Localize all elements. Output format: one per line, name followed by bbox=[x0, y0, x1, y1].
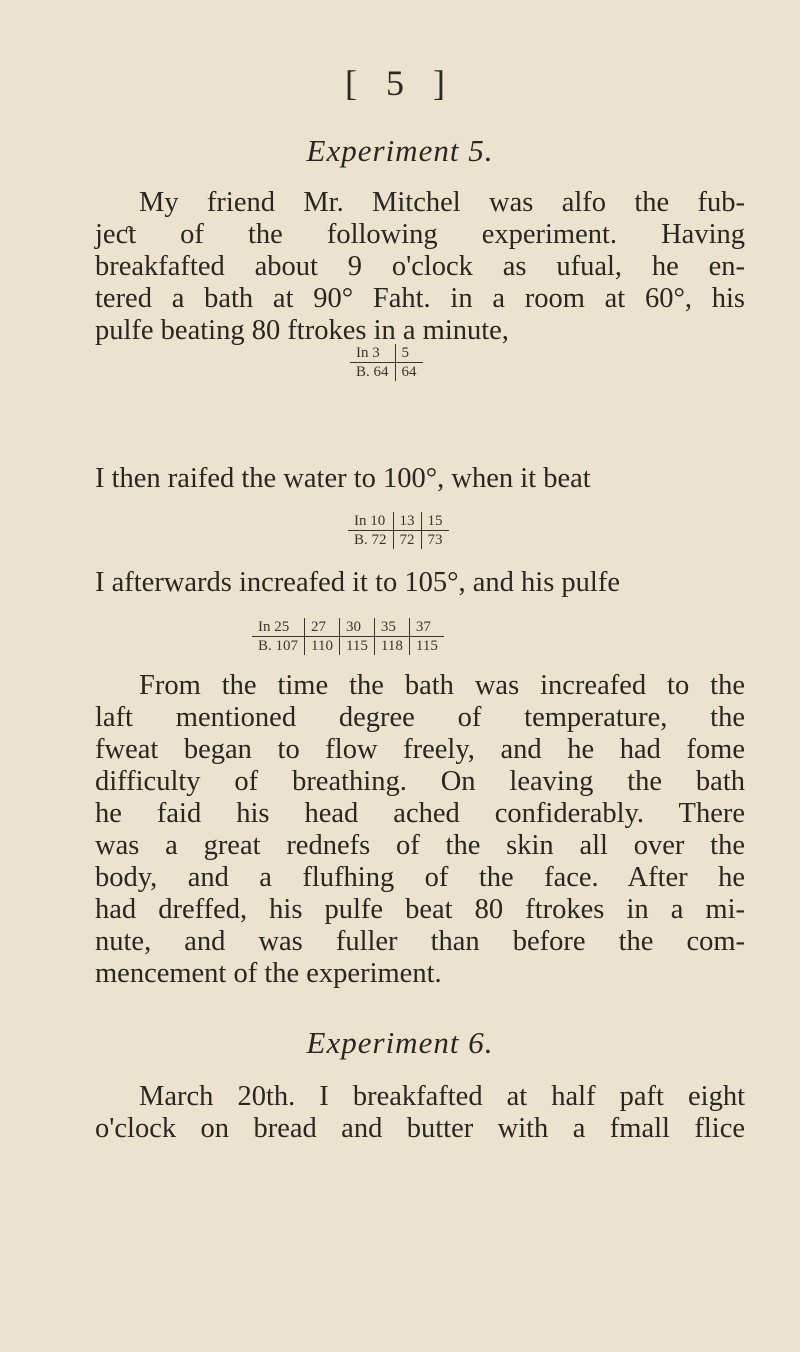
table-cell: 73 bbox=[421, 531, 449, 550]
text-line: difficulty of breathing. On leaving the bath bbox=[95, 766, 745, 797]
experiment-5-paragraph-2 bbox=[95, 463, 745, 495]
table-cell: 64 bbox=[395, 363, 423, 382]
table-cell: 13 bbox=[393, 512, 421, 531]
text-line: body, and a flufhing of the face. After he bbox=[95, 862, 745, 893]
text-line: fweat began to flow freely, and he had fome bbox=[95, 734, 745, 765]
pulse-table-1 bbox=[350, 344, 423, 381]
experiment-5-paragraph-1 bbox=[95, 187, 745, 347]
text-line: jeƈt of the following experiment. Having bbox=[95, 219, 745, 250]
table-cell: 115 bbox=[409, 637, 443, 656]
table-cell: 15 bbox=[421, 512, 449, 531]
table-cell: 5 bbox=[395, 344, 423, 363]
page-number-header: [ 5 ] bbox=[345, 63, 455, 103]
experiment-5-paragraph-3 bbox=[95, 567, 745, 599]
pulse-table-3 bbox=[252, 618, 444, 655]
text-line: I afterwards increafed it to 105°, and his pulfe bbox=[95, 567, 620, 598]
text-line: pulfe beating 80 ftrokes in a minute, bbox=[95, 315, 509, 346]
text-line: I then raifed the water to 100°, when it beat bbox=[95, 463, 591, 494]
table-cell: 27 bbox=[305, 618, 340, 637]
text-line: mencement of the experiment. bbox=[95, 958, 442, 989]
table-cell: 115 bbox=[339, 637, 374, 656]
experiment-6-paragraph-1 bbox=[95, 1081, 745, 1145]
experiment-5-paragraph-4 bbox=[95, 670, 745, 990]
experiment-6-heading: Experiment 6. bbox=[306, 1025, 494, 1060]
table-cell: B. 107 bbox=[258, 638, 299, 654]
table-cell: 35 bbox=[374, 618, 409, 637]
pulse-table-2 bbox=[348, 512, 449, 549]
table-cell: In 10 bbox=[348, 512, 393, 531]
text-line: laft mentioned degree of temperature, the bbox=[95, 702, 745, 733]
text-line: had dreffed, his pulfe beat 80 ftrokes in a mi- bbox=[95, 894, 745, 925]
table-cell: 30 bbox=[339, 618, 374, 637]
table-cell: 37 bbox=[409, 618, 443, 637]
text-line: was a great rednefs of the skin all over the bbox=[95, 830, 745, 861]
table-cell: In 25 bbox=[252, 618, 305, 637]
table-cell: In 3 bbox=[350, 344, 395, 363]
table-cell: 118 bbox=[374, 637, 409, 656]
text-line: From the time the bath was increafed to the bbox=[139, 670, 745, 701]
text-line: nute, and was fuller than before the com- bbox=[95, 926, 745, 957]
table-cell: 110 bbox=[305, 637, 340, 656]
text-line: March 20th. I breakfafted at half paft eight bbox=[139, 1081, 745, 1112]
text-line: he faid his head ached confiderably. There bbox=[95, 798, 745, 829]
text-line: breakfafted about 9 o'clock as ufual, he en- bbox=[95, 251, 745, 282]
text-line: o'clock on bread and butter with a fmall flice bbox=[95, 1113, 745, 1144]
text-line: My friend Mr. Mitchel was alfo the fub- bbox=[139, 187, 745, 218]
table-cell: 72 bbox=[393, 531, 421, 550]
table-cell: B. 64 bbox=[356, 364, 389, 380]
text-line: tered a bath at 90° Faht. in a room at 60°, his bbox=[95, 283, 745, 314]
table-cell: B. 72 bbox=[354, 532, 387, 548]
experiment-5-heading: Experiment 5. bbox=[306, 133, 494, 168]
